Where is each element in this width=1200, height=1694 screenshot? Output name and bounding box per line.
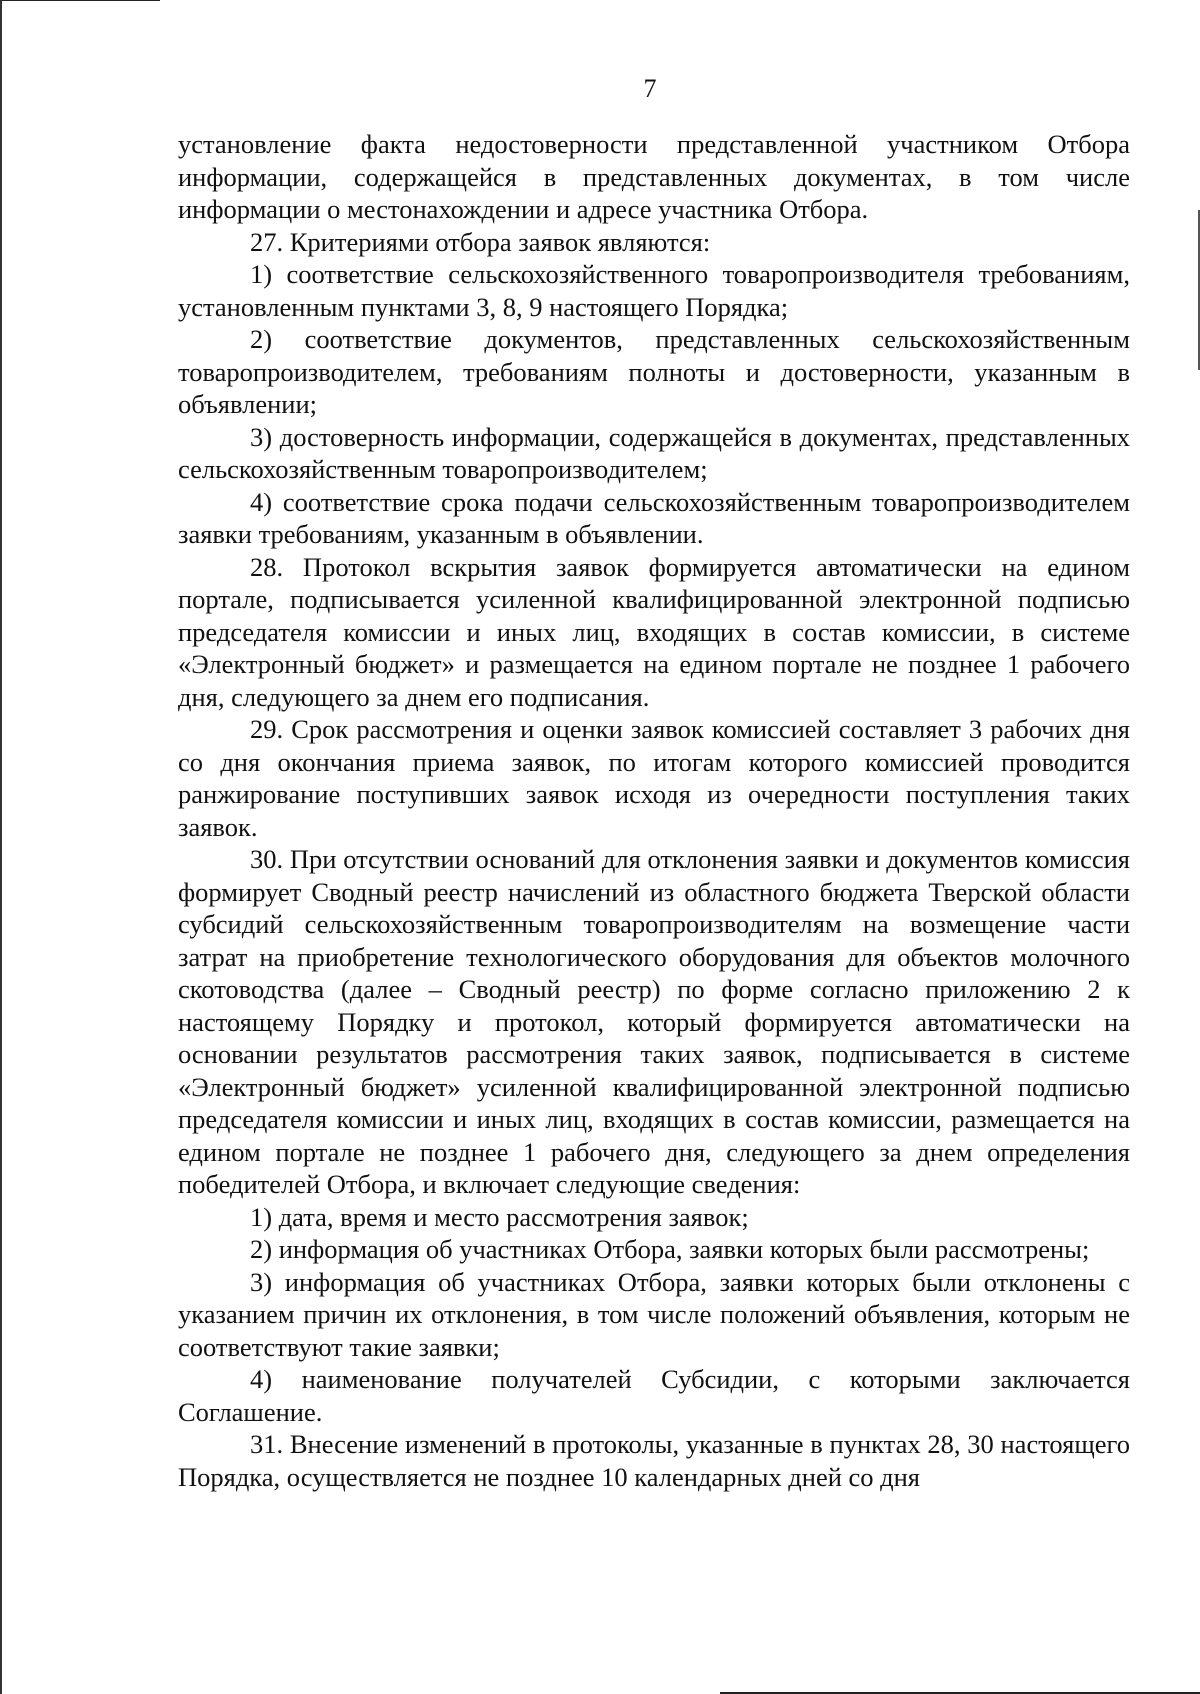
page-number: 7: [643, 74, 657, 103]
paragraph-28: 28. Протокол вскрытия заявок формируется автоматически на едином портале, подписывается усиленной квалифицированной электронной подписью председателя комиссии и иных лиц, входящих в состав комиссии, в системе «Электронный бюджет» и размещается на едином портале не позднее 1 рабочего дня, следующего за днем его подписания.: [178, 551, 1130, 712]
paragraph-30-item-4: 4) наименование получателей Субсидии, с которыми заключается Соглашение.: [178, 1364, 1130, 1427]
paragraph-31: 31. Внесение изменений в протоколы, указанные в пунктах 28, 30 настоящего Порядка, осуществляется не позднее 10 календарных дней со дня: [178, 1429, 1130, 1492]
paragraph-continuation: установление факта недостоверности представленной участником Отбора информации, содержащейся в представленных документах, в том числе информации о местонахождении и адресе участника Отбора.: [178, 129, 1130, 224]
scan-edge-top: [0, 0, 160, 1]
paragraph-30: 30. При отсутствии оснований для отклонения заявки и документов комиссия формирует Сводный реестр начислений из областного бюджета Тверской области субсидий сельскохозяйственным товаропроизводителям на возмещение части затрат на приобретение технологического оборудования для объектов молочного скотоводства (далее – Сводный реестр) по форме согласно приложению 2 к настоящему Порядку и протокол, который формируется автоматически на основании результатов рассмотрения таких заявок, подписывается в системе «Электронный бюджет» усиленной квалифицированной электронной подписью председателя комиссии и иных лиц, входящих в состав комиссии, размещается на едином портале не позднее 1 рабочего дня, следующего за днем определения победителей Отбора, и включает следующие сведения:: [178, 844, 1130, 1199]
paragraph-27: 27. Критериями отбора заявок являются:: [250, 226, 711, 257]
paragraph-27-item-2: 2) соответствие документов, представленных сельскохозяйственным товаропроизводителем, требованиям полноты и достоверности, указанным в объявлении;: [178, 324, 1130, 419]
paragraph-27-item-1: 1) соответствие сельскохозяйственного товаропроизводителя требованиям, установленным пунктами 3, 8, 9 настоящего Порядка;: [178, 259, 1130, 322]
document-body: [178, 128, 1130, 1493]
paragraph-29: 29. Срок рассмотрения и оценки заявок комиссией составляет 3 рабочих дня со дня окончания приема заявок, по итогам которого комиссией проводится ранжирование поступивших заявок исходя из очередности поступления таких заявок.: [178, 714, 1130, 842]
paragraph-30-item-2: 2) информация об участниках Отбора, заявки которых были рассмотрены;: [250, 1234, 1090, 1264]
paragraph-27-item-4: 4) соответствие срока подачи сельскохозяйственным товаропроизводителем заявки требованиям, указанным в объявлении.: [178, 486, 1130, 549]
scan-edge-left: [0, 0, 2, 1694]
paragraph-30-item-3: 3) информация об участниках Отбора, заявки которых были отклонены с указанием причин их отклонения, в том числе положений объявления, которым не соответствуют такие заявки;: [178, 1266, 1130, 1362]
paragraph-27-item-3: 3) достоверность информации, содержащейся в документах, представленных сельскохозяйственным товаропроизводителем;: [178, 421, 1130, 484]
paragraph-30-item-1: 1) дата, время и место рассмотрения заявок;: [250, 1201, 749, 1232]
